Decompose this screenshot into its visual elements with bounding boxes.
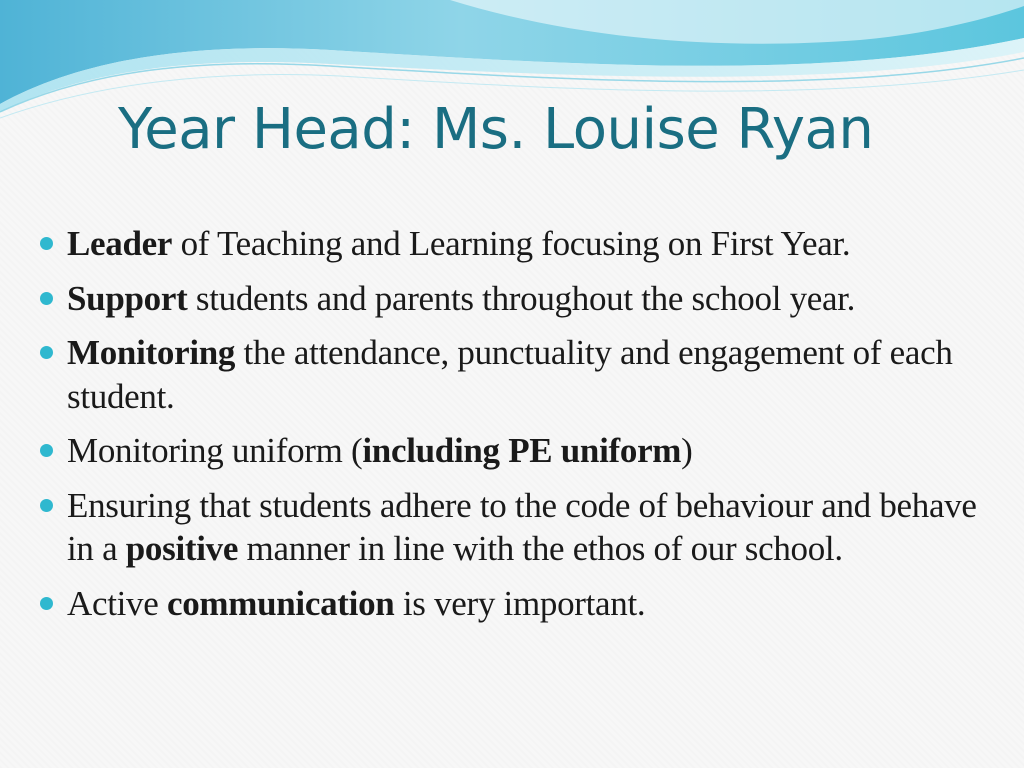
bullet-bold-text: including PE uniform: [362, 431, 682, 470]
bullet-item: [38, 222, 1008, 266]
bullet-text: the attendance, punctuality and engagement of each student.: [67, 333, 953, 416]
bullet-item: [38, 582, 1008, 626]
bullet-dot-icon: [40, 292, 53, 305]
bullet-bold-text: Monitoring: [67, 333, 236, 372]
bullet-bold-text: Leader: [67, 224, 173, 263]
bullet-text-post: is very important.: [394, 583, 646, 623]
bullet-item: [38, 484, 1008, 571]
bullet-text: students and parents throughout the school year.: [187, 278, 856, 318]
bullet-bold-text: Support: [67, 278, 188, 318]
bullet-text-pre: Active: [67, 583, 167, 623]
bullet-text-post: manner in line with the ethos of our school.: [238, 529, 843, 568]
bullet-list: [38, 222, 1008, 636]
bullet-dot-icon: [40, 346, 53, 359]
bullet-dot-icon: [40, 237, 53, 250]
bullet-item: [38, 277, 1008, 321]
bullet-item: [38, 429, 1008, 473]
bullet-text-pre: Ensuring that students adhere to the code of behaviour and behave in a: [67, 485, 977, 568]
slide-title: Year Head: Ms. Louise Ryan: [118, 97, 874, 162]
bullet-dot-icon: [40, 597, 53, 610]
bullet-bold-text: positive: [125, 529, 239, 568]
bullet-dot-icon: [40, 499, 53, 512]
bullet-dot-icon: [40, 444, 53, 457]
bullet-text-post: ): [681, 431, 693, 470]
bullet-text: of Teaching and Learning focusing on First Year.: [172, 224, 851, 263]
bullet-text-pre: Monitoring uniform (: [67, 431, 363, 470]
bullet-item: [38, 331, 1008, 418]
bullet-bold-text: communication: [166, 583, 395, 623]
